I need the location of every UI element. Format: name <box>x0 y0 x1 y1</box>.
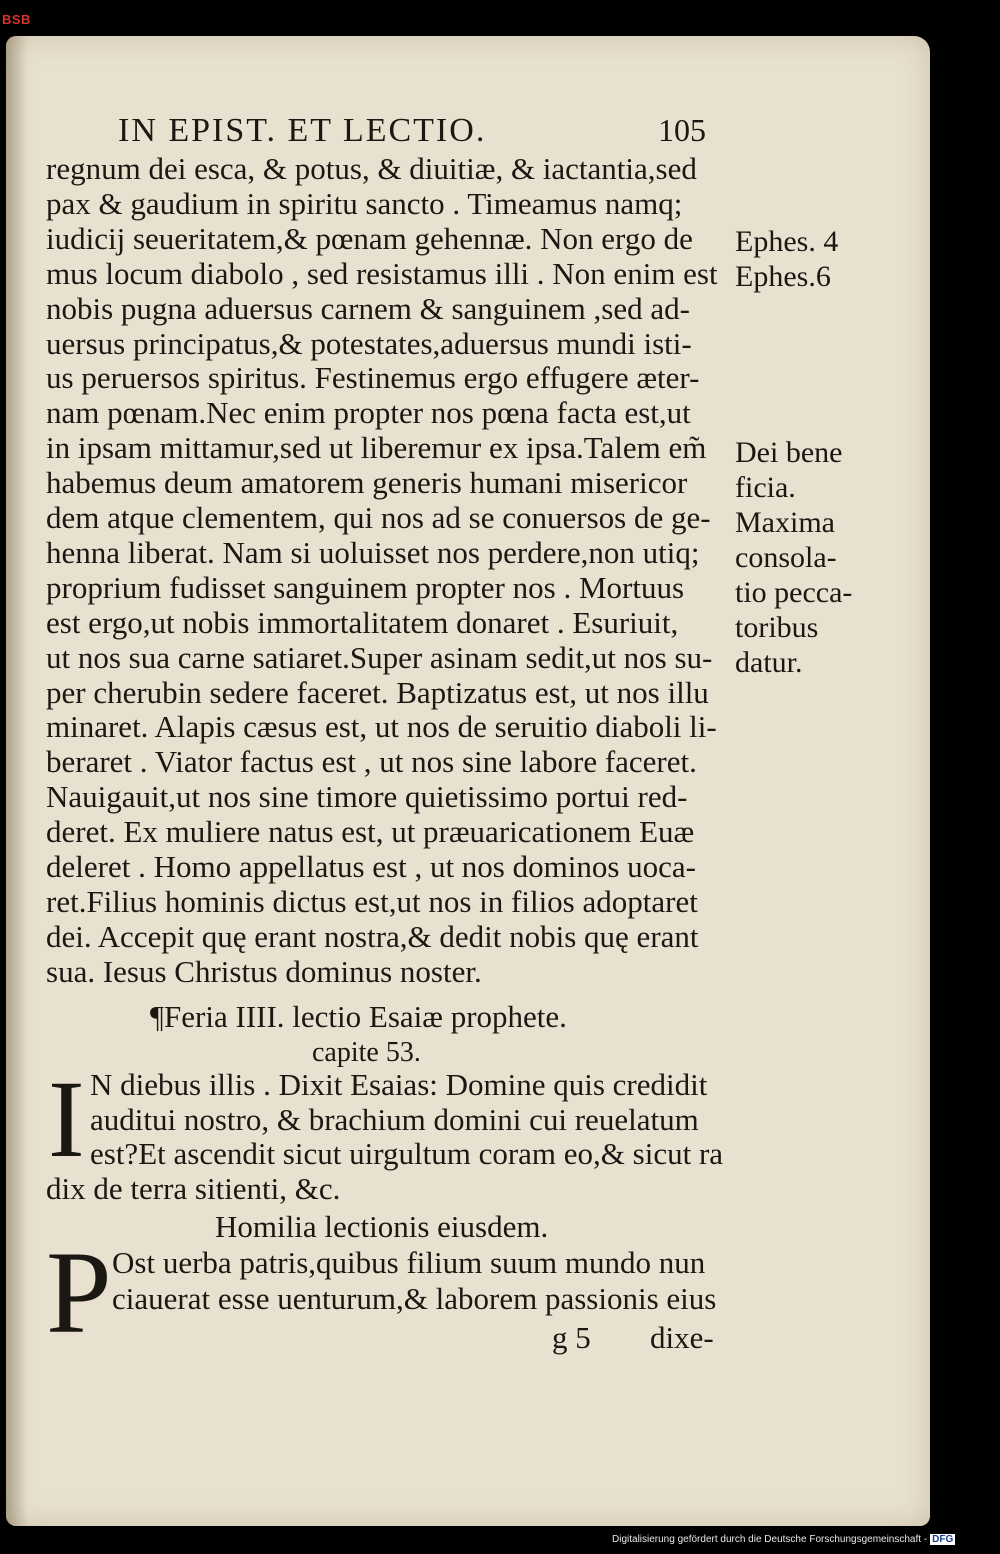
text-line: ret.Filius hominis dictus est,ut nos in filios adoptaret <box>46 883 698 919</box>
drop-cap-i: I <box>48 1058 85 1180</box>
margin-note: tio pecca- <box>735 576 853 609</box>
section-heading-feria: ¶Feria IIII. lectio Esaiæ prophete. <box>150 999 567 1034</box>
text-line: auditui nostro, & brachium domini cui reuelatum <box>90 1101 699 1137</box>
margin-note: toribus <box>735 611 819 644</box>
homilia-heading: Homilia lectionis eiusdem. <box>215 1209 549 1244</box>
margin-note: datur. <box>735 646 803 679</box>
text-line: habemus deum amatorem generis humani misericor <box>46 465 688 501</box>
text-line: sua. Iesus Christus dominus noster. <box>46 953 482 989</box>
margin-note: Maxima <box>735 506 835 539</box>
text-line: deret. Ex muliere natus est, ut præuaricationem Euæ <box>46 814 695 850</box>
text-line: Ost uerba patris,quibus filium suum mundo nun <box>112 1245 706 1280</box>
text-line: pax & gaudium in spiritu sancto . Timeamus namq; <box>46 185 683 221</box>
digitization-credit: Digitalisierung gefördert durch die Deutsche Forschungsgemeinschaft - DFG <box>612 1534 954 1545</box>
text-line: beraret . Viator factus est , ut nos sine labore faceret. <box>46 744 697 780</box>
signature-mark: g 5 <box>552 1320 591 1355</box>
dfg-logo: DFG <box>932 1534 954 1545</box>
margin-note: consola- <box>735 541 837 574</box>
text-line: regnum dei esca, & potus, & diuitiæ, & iactantia,sed <box>46 151 697 186</box>
text-line: uersus principatus,& potestates,aduersus mundi isti- <box>46 325 692 361</box>
text-line: ut nos sua carne satiaret.Super asinam sedit,ut nos su- <box>46 639 713 675</box>
text-line: est ergo,ut nobis immortalitatem donaret . Esuriuit, <box>46 604 679 640</box>
text-line: us peruersos spiritus. Festinemus ergo effugere æter- <box>46 360 700 396</box>
text-line: minaret. Alapis cæsus est, ut nos de seruitio diaboli li- <box>46 709 717 745</box>
text-line: N diebus illis . Dixit Esaias: Domine quis credidit <box>90 1067 708 1102</box>
catchword: dixe- <box>650 1320 714 1355</box>
text-line: dix de terra sitienti, &c. <box>46 1170 341 1206</box>
running-header: IN EPIST. ET LECTIO. <box>118 112 487 149</box>
text-line: est?Et ascendit sicut uirgultum coram eo,& sicut ra <box>90 1136 724 1171</box>
text-line: henna liberat. Nam si uoluisset nos perdere,non utiq; <box>46 534 700 570</box>
text-line: ciauerat esse uenturum,& laborem passionis eius <box>112 1281 717 1316</box>
margin-note: Dei bene <box>735 436 843 469</box>
text-line: Nauigauit,ut nos sine timore quietissimo portui red- <box>46 779 688 815</box>
text-line: dem atque clementem, qui nos ad se conuersos de ge- <box>46 500 711 535</box>
margin-note: Ephes.6 <box>735 260 831 293</box>
margin-note: Ephes. 4 <box>735 225 839 258</box>
text-line: nam pœnam.Nec enim propter nos pœna facta est,ut <box>46 395 691 431</box>
text-line: iudicij seueritatem,& pœnam gehennæ. Non ergo de <box>46 220 693 256</box>
text-line: deleret . Homo appellatus est , ut nos dominos uoca- <box>46 849 697 884</box>
section-subheading-chapter: capite 53. <box>312 1037 421 1068</box>
text-line: nobis pugna aduersus carnem & sanguinem ,sed ad- <box>46 290 690 326</box>
text-line: mus locum diabolo , sed resistamus illi . Non enim est <box>46 255 718 291</box>
text-line: proprium fudisset sanguinem propter nos . Mortuus <box>46 569 685 605</box>
library-mark: BSB <box>2 12 31 27</box>
text-line: in ipsam mittamur,sed ut liberemur ex ipsa.Talem em̃ <box>46 430 707 466</box>
page-gutter-shadow <box>6 36 28 1526</box>
text-line: per cherubin sedere faceret. Baptizatus est, ut nos illu <box>46 674 709 710</box>
page-number: 105 <box>658 112 706 148</box>
text-line: dei. Accepit quę erant nostra,& dedit nobis quę erant <box>46 918 699 954</box>
drop-cap-p: P <box>46 1227 112 1358</box>
margin-note: ficia. <box>735 471 796 504</box>
